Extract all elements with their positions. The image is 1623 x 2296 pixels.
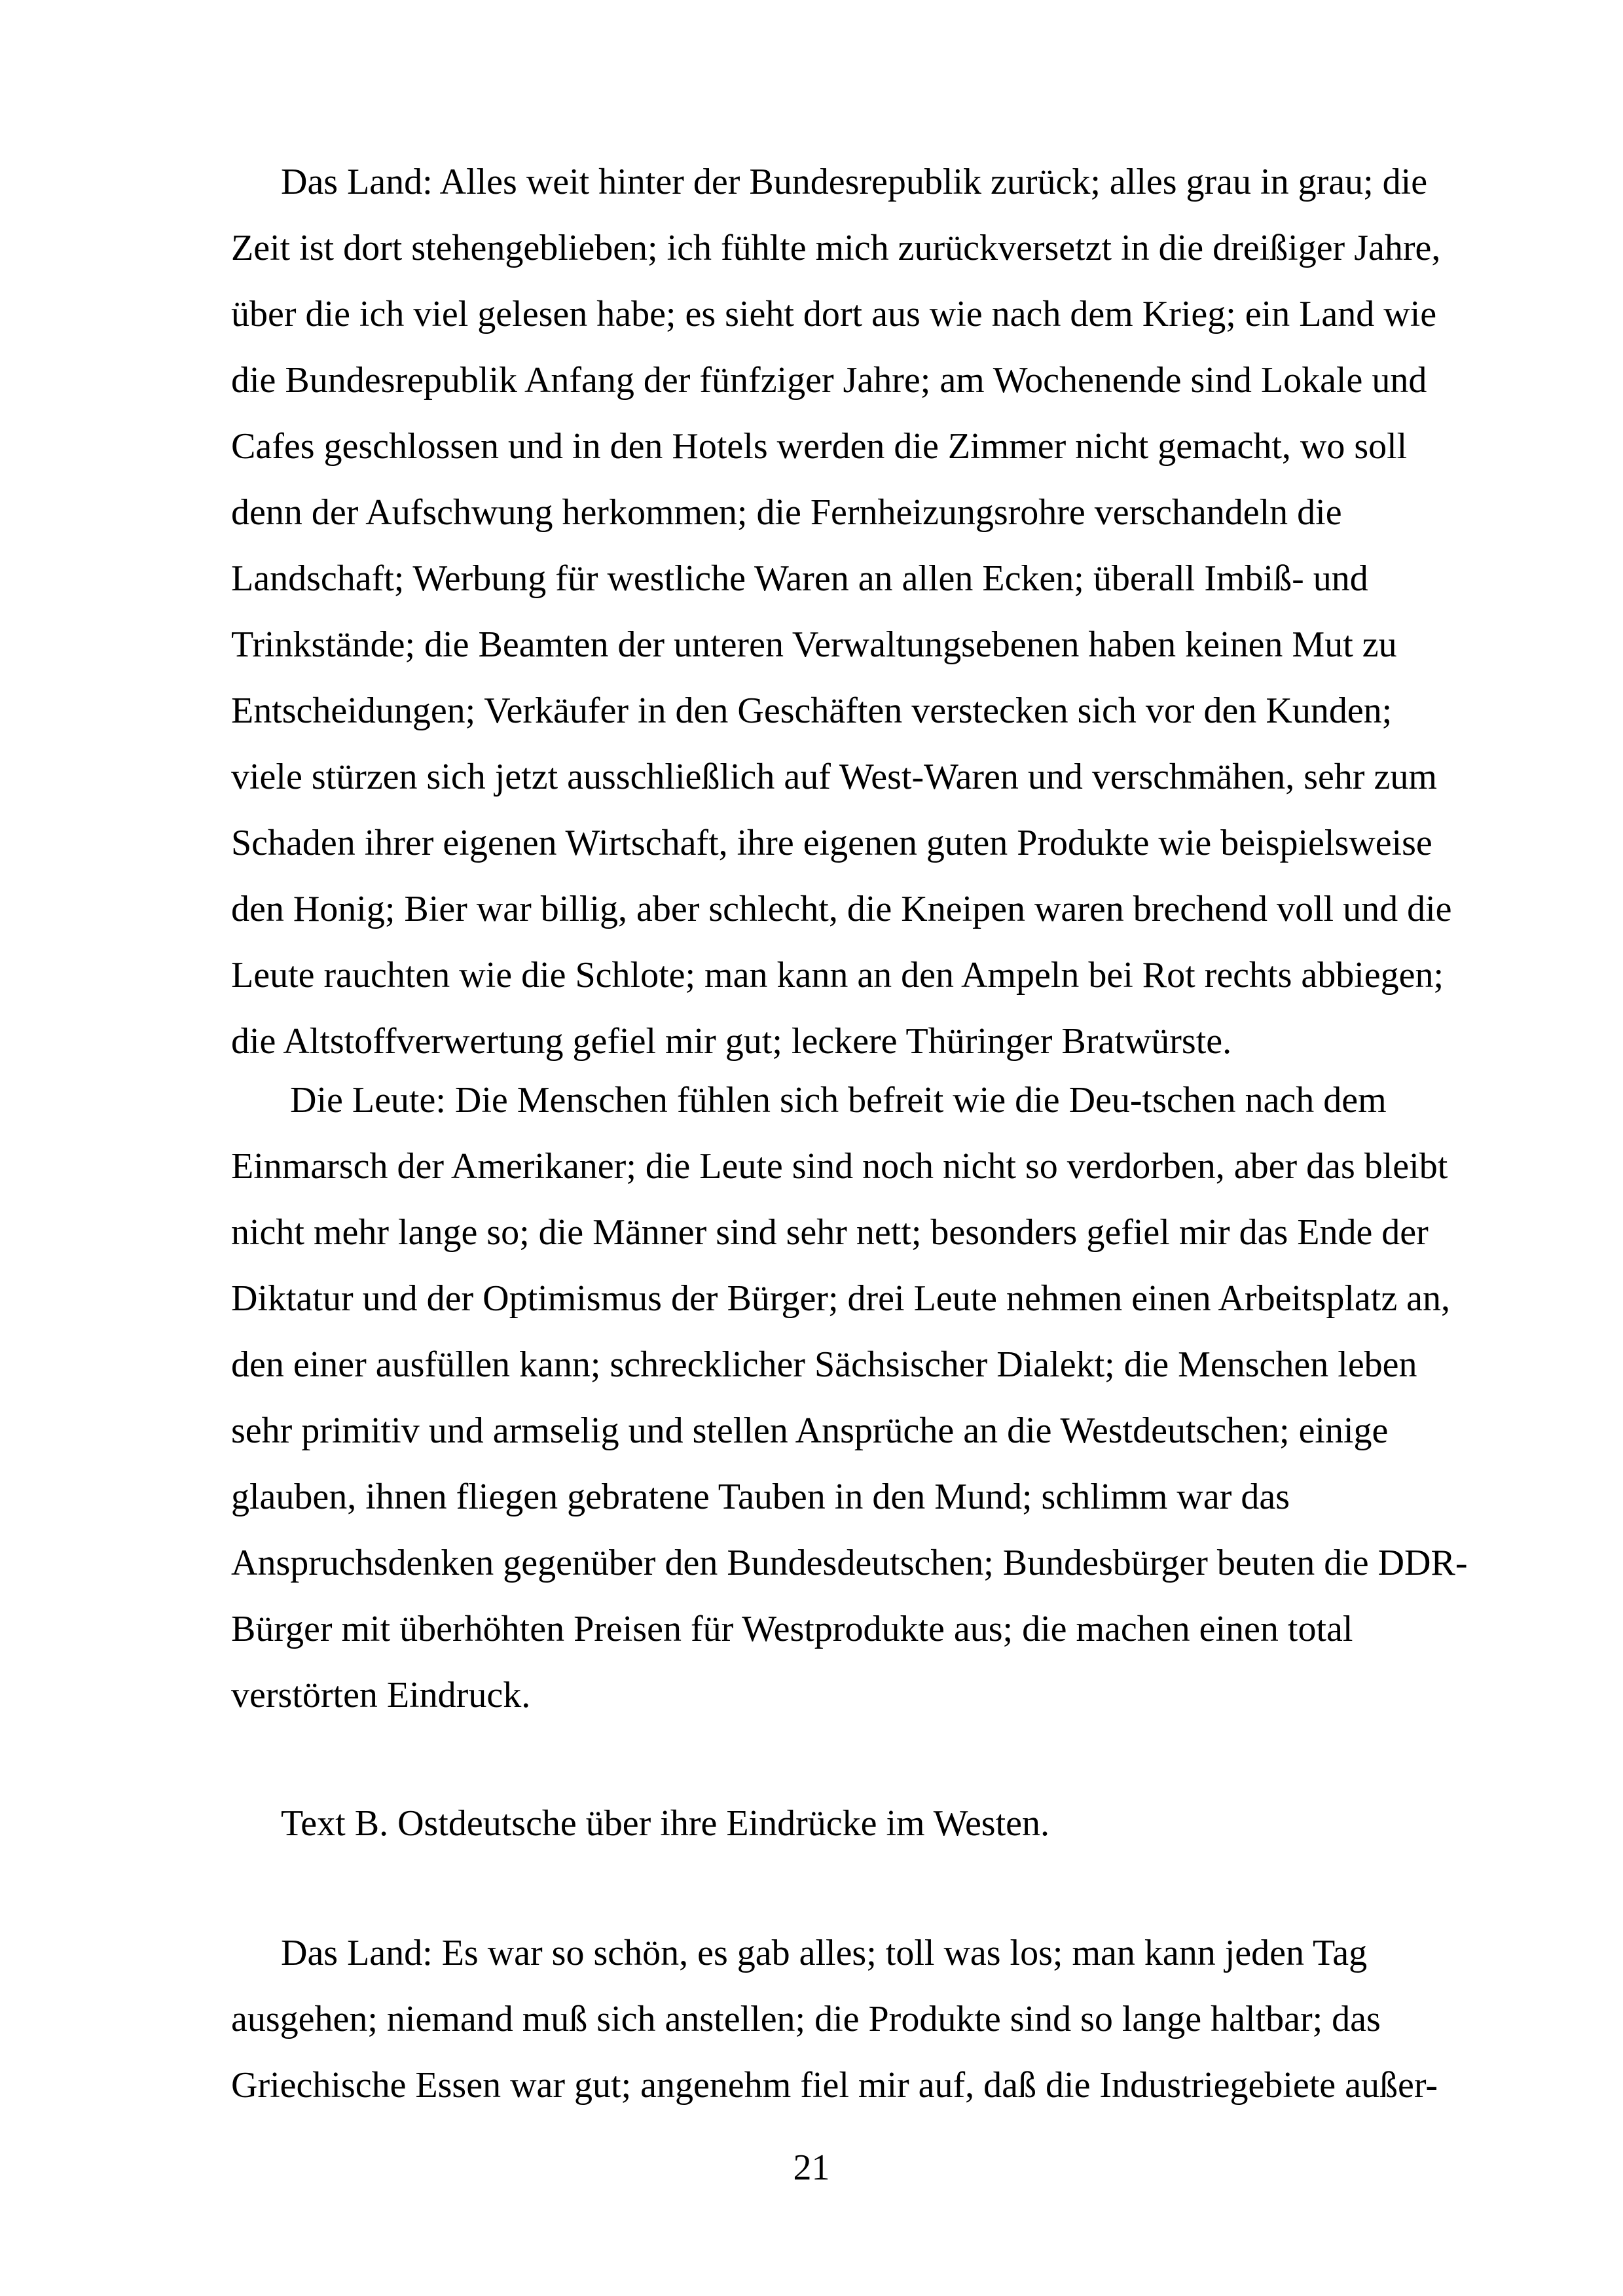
text-line: verstörten Eindruck. xyxy=(231,1675,531,1715)
page-number: 21 xyxy=(793,2147,830,2188)
text-line: Anspruchsdenken gegenüber den Bundesdeutschen; Bundesbürger beuten die DDR- xyxy=(231,1543,1468,1583)
paragraph-die-leute-west-view xyxy=(231,1067,1514,1729)
section-heading-text-b: Text B. Ostdeutsche über ihre Eindrücke im Westen. xyxy=(281,1803,1050,1844)
text-line: viele stürzen sich jetzt ausschließlich auf West-Waren und verschmähen, sehr zum xyxy=(231,757,1437,797)
text-line: Bürger mit überhöhten Preisen für Westprodukte aus; die machen einen total xyxy=(231,1609,1353,1649)
text-line: ausgehen; niemand muß sich anstellen; die Produkte sind so lange haltbar; das xyxy=(231,1999,1381,2039)
text-line: Trinkstände; die Beamten der unteren Verwaltungsebenen haben keinen Mut zu xyxy=(231,624,1397,665)
text-line: den Honig; Bier war billig, aber schlecht, die Kneipen waren brechend voll und die xyxy=(231,889,1452,929)
text-line: Schaden ihrer eigenen Wirtschaft, ihre eigenen guten Produkte wie beispielsweise xyxy=(231,823,1432,863)
text-line: Landschaft; Werbung für westliche Waren an allen Ecken; überall Imbiß- und xyxy=(231,558,1368,599)
text-line: Entscheidungen; Verkäufer in den Geschäften verstecken sich vor den Kunden; xyxy=(231,691,1393,731)
text-line: den einer ausfüllen kann; schrecklicher Sächsischer Dialekt; die Menschen leben xyxy=(231,1344,1417,1385)
paragraph-das-land-east-view xyxy=(231,1920,1514,2119)
text-line: Zeit ist dort stehengeblieben; ich fühlte mich zurückversetzt in die dreißiger Jahre, xyxy=(231,228,1441,268)
text-line: Die Leute: Die Menschen fühlen sich befreit wie die Deu-tschen nach dem xyxy=(290,1080,1387,1121)
text-line: die Altstoffverwertung gefiel mir gut; leckere Thüringer Bratwürste. xyxy=(231,1021,1232,1062)
text-line: Diktatur und der Optimismus der Bürger; drei Leute nehmen einen Arbeitsplatz an, xyxy=(231,1278,1451,1319)
text-line: Griechische Essen war gut; angenehm fiel mir auf, daß die Industriegebiete außer- xyxy=(231,2065,1438,2106)
text-line: Das Land: Alles weit hinter der Bundesrepublik zurück; alles grau in grau; die xyxy=(281,162,1428,202)
text-line: über die ich viel gelesen habe; es sieht dort aus wie nach dem Krieg; ein Land wie xyxy=(231,294,1437,334)
text-line: denn der Aufschwung herkommen; die Fernheizungsrohre verschandeln die xyxy=(231,492,1342,533)
text-line: sehr primitiv und armselig und stellen Ansprüche an die Westdeutschen; einige xyxy=(231,1410,1389,1451)
text-line: Leute rauchten wie die Schlote; man kann an den Ampeln bei Rot rechts abbiegen; xyxy=(231,955,1444,996)
text-line: die Bundesrepublik Anfang der fünfziger Jahre; am Wochenende sind Lokale und xyxy=(231,360,1427,401)
text-line: Einmarsch der Amerikaner; die Leute sind noch nicht so verdorben, aber das bleibt xyxy=(231,1146,1448,1187)
paragraph-das-land-west-view xyxy=(231,149,1514,1075)
text-line: Das Land: Es war so schön, es gab alles; toll was los; man kann jeden Tag xyxy=(281,1933,1368,1973)
text-line: glauben, ihnen fliegen gebratene Tauben in den Mund; schlimm war das xyxy=(231,1477,1290,1517)
text-line: Cafes geschlossen und in den Hotels werden die Zimmer nicht gemacht, wo soll xyxy=(231,426,1408,467)
text-line: nicht mehr lange so; die Männer sind sehr nett; besonders gefiel mir das Ende der xyxy=(231,1212,1429,1253)
